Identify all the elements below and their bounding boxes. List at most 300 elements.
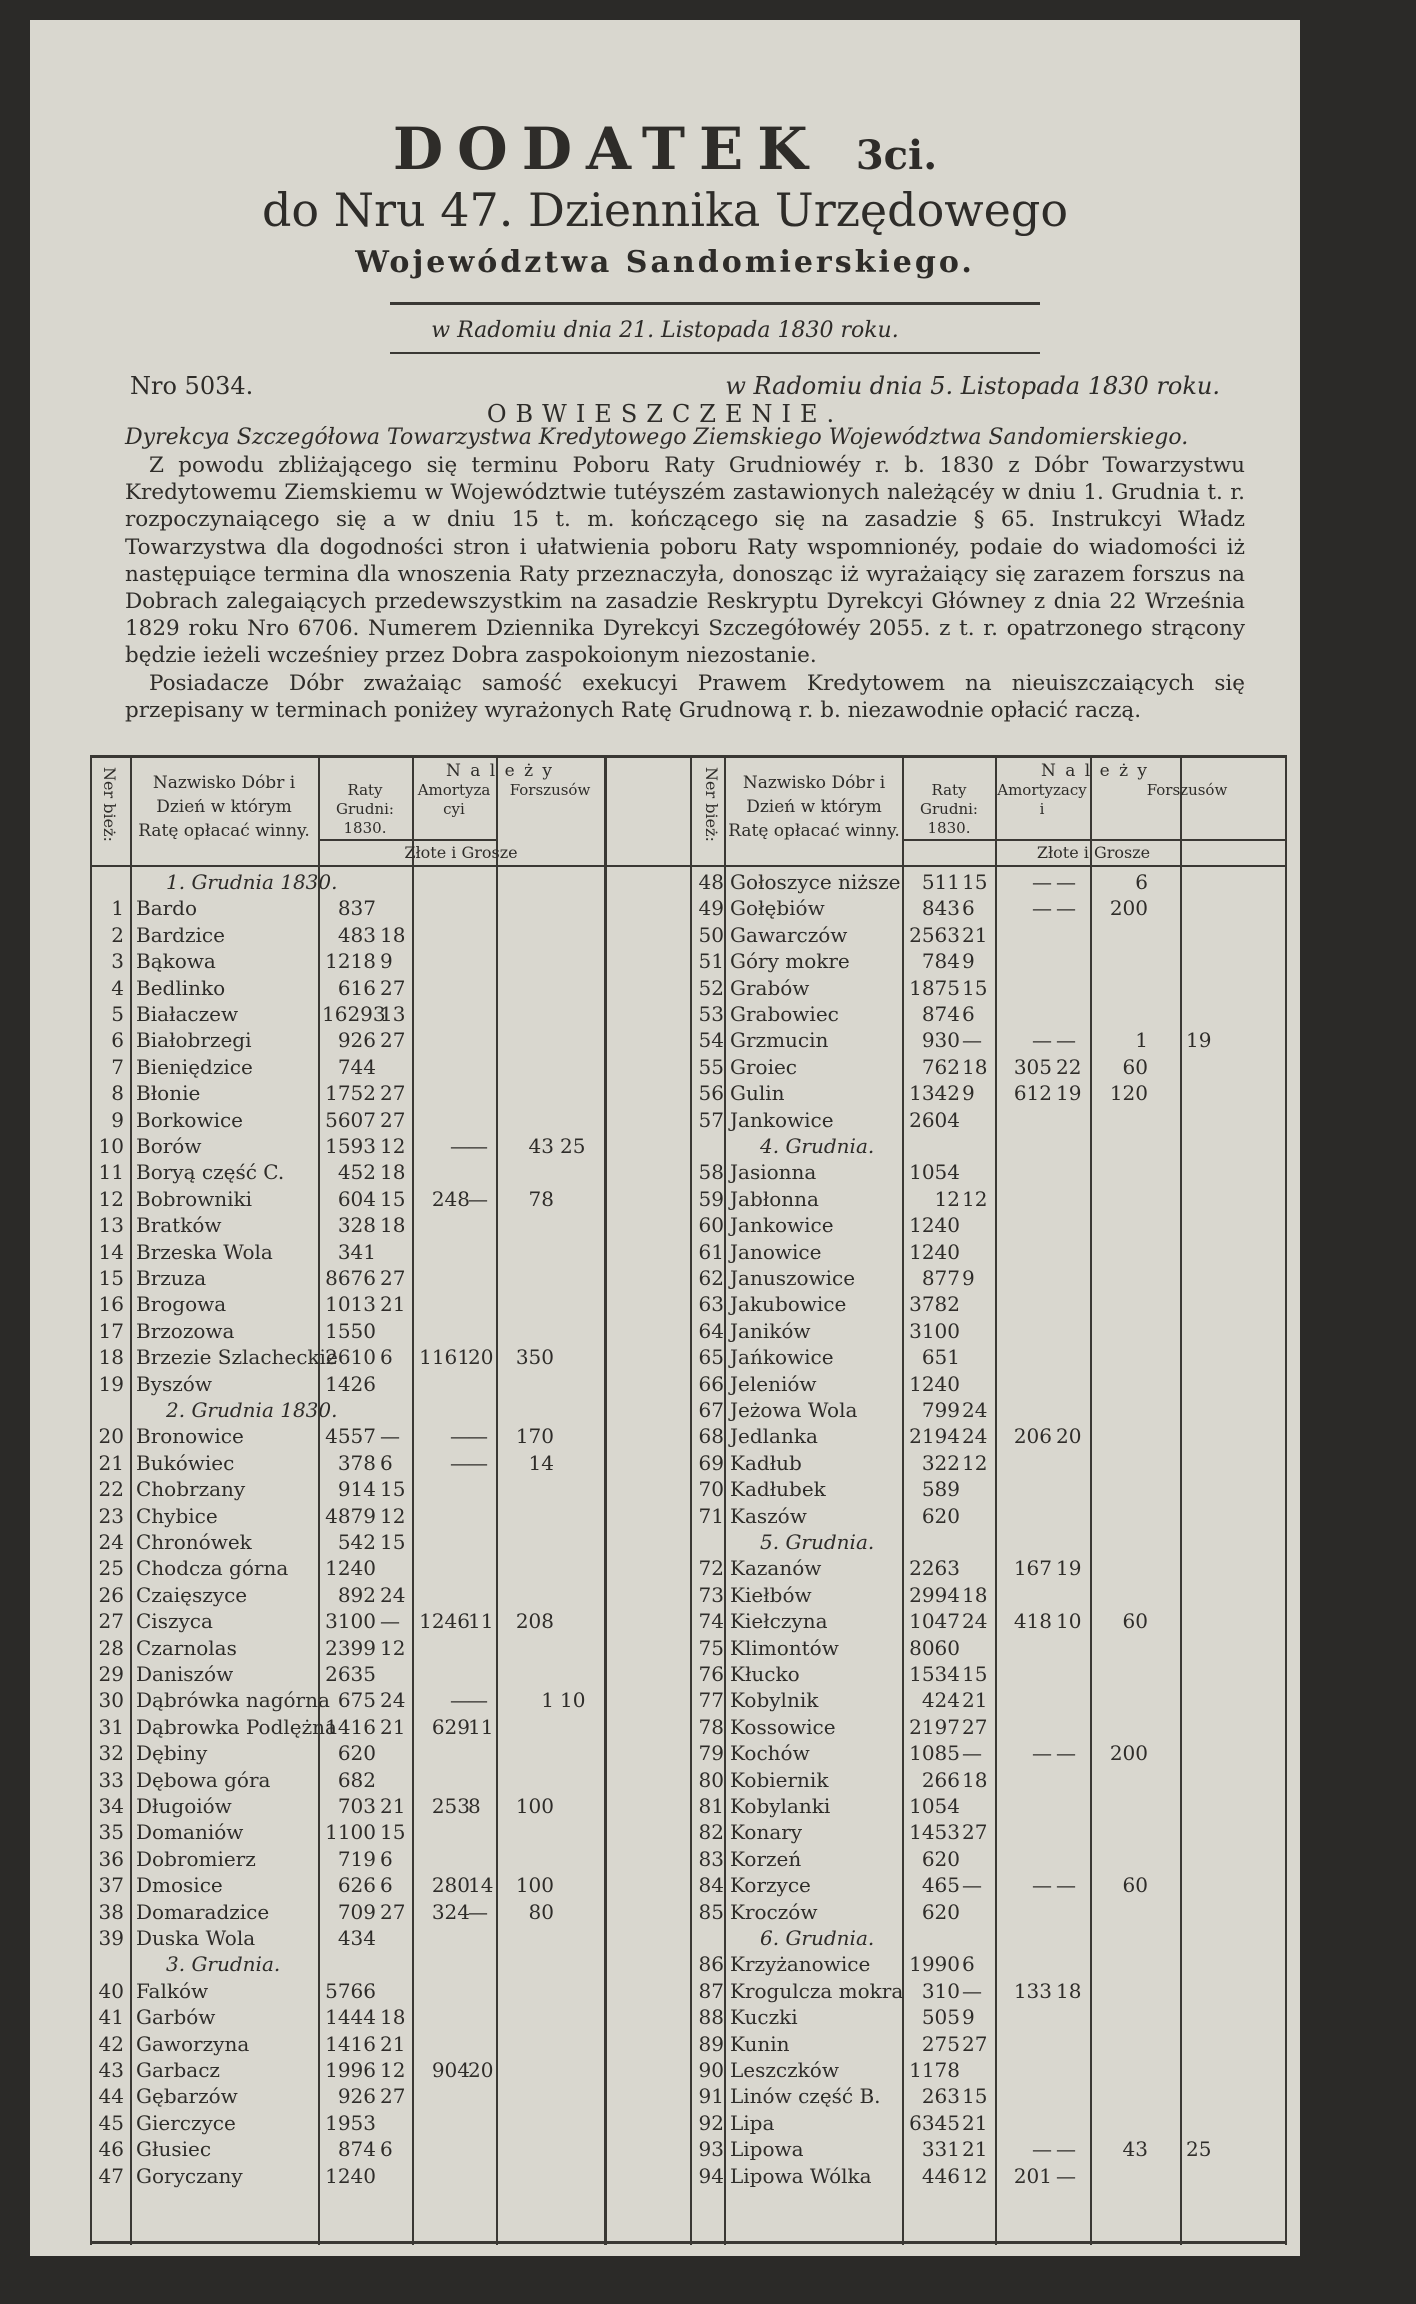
rate-zloty: 452 <box>337 1160 376 1185</box>
estate-name: Goryczany <box>136 2163 243 2188</box>
estate-name: Bardzice <box>136 922 225 947</box>
estate-name: Białaczew <box>136 1002 239 1026</box>
forszus-zloty: 100 <box>515 1873 554 1898</box>
amortization-zloty: 1161 <box>419 1345 470 1370</box>
rate-zloty: 6345 <box>909 2110 960 2135</box>
table-border <box>1180 755 1182 2245</box>
estate-name: Lipowa <box>730 2137 804 2162</box>
paragraph: Z powodu zbliżającego się terminu Poboru Raty Grudniowéy r. b. 1830 z Dóbr Towarzystwu Kredytowemu Ziemskiemu w Województwie tutéyszém zastawionych należącéy w dniu 1. Grudnia t. r. rozpoczynaiącego się a w dniu 15 t. m. kończącego się na zasadzie § 65. Instrukcyi Władz Towarzystwa dla dogodności stron i ułatwienia poboru Raty wspomnionéy, podaie do wiadomości iż następuiące termina dla wnoszenia Raty przeznaczyła, donosząc iż wyrażaiący się zarazem forszus na Dobrach zalegaiących przedewszystkim na zasadzie Reskryptu Dyrekcyi Główney z dnia 22 Września 1829 roku Nro 6706. Numerem Dziennika Dyrekcyi Szczegółowéy 2055. z t. r. opatrzonego strącony będzie ieżeli wcześniey przez Dobra zaspokoionym niezostanie. <box>125 453 1245 669</box>
forszus-grosze: 25 <box>1186 2137 1212 2162</box>
col-header-name: Nazwisko Dóbr i Dzień w którym Ratę opłacać winny. <box>728 773 900 841</box>
rate-grosze: 12 <box>380 1503 406 1528</box>
amortization-zloty: — <box>1032 1873 1052 1898</box>
amortization-grosze: — <box>468 1424 488 1449</box>
estate-name: Domaniów <box>136 1820 244 1845</box>
forszus-grosze: 25 <box>560 1134 586 1158</box>
forszus-zloty: 60 <box>1122 1873 1148 1898</box>
rate-zloty: 1996 <box>325 2058 376 2082</box>
rate-grosze: 6 <box>962 1002 975 1026</box>
estate-name: Chronówek <box>136 1530 252 1554</box>
rate-grosze: 24 <box>380 1582 406 1607</box>
row-number: 73 <box>698 1582 724 1607</box>
rate-zloty: 620 <box>921 1899 960 1924</box>
estate-name: Bieniędzice <box>136 1054 253 1079</box>
col-header-units: Złote i Grosze <box>404 843 518 862</box>
rate-grosze: 6 <box>962 896 975 921</box>
notice-date: w Radomiu dnia 5. Listopada 1830 roku. <box>725 372 1220 400</box>
estate-name: 6. Grudnia. <box>760 1926 875 1950</box>
estate-name: Gierczyce <box>136 2110 236 2135</box>
estate-name: Głusiec <box>136 2137 212 2162</box>
rate-zloty: 744 <box>337 1054 376 1079</box>
estate-name: Grabowiec <box>730 1002 839 1026</box>
row-number: 83 <box>698 1846 724 1871</box>
amortization-grosze: — <box>1056 1028 1076 1053</box>
estate-name: Borkowice <box>136 1107 244 1132</box>
rate-zloty: 1416 <box>325 1714 376 1739</box>
estate-name: Kadłubek <box>730 1477 826 1502</box>
amortization-grosze: 22 <box>1056 1054 1082 1079</box>
row-number: 70 <box>698 1477 724 1502</box>
rate-zloty: 3100 <box>909 1318 960 1343</box>
rate-zloty: 2994 <box>909 1582 960 1607</box>
estate-name: Korzeń <box>730 1846 802 1871</box>
rate-grosze: 21 <box>962 922 988 947</box>
row-number: 34 <box>98 1794 124 1818</box>
estate-name: Brzuza <box>136 1266 207 1290</box>
forszus-zloty: 14 <box>528 1450 554 1475</box>
forszus-zloty: 43 <box>1122 2137 1148 2162</box>
rate-zloty: 16293 <box>322 1002 386 1026</box>
payment-table <box>90 755 1285 2245</box>
col-header-group: N a l e ż y <box>1040 761 1150 781</box>
estate-name: Korzyce <box>730 1873 811 1898</box>
estate-name: Kadłub <box>730 1450 802 1475</box>
estate-name: Kobylnik <box>730 1688 819 1713</box>
rate-zloty: 1054 <box>909 1794 960 1818</box>
amortization-grosze: 11 <box>468 1714 494 1739</box>
rate-zloty: 1416 <box>325 2031 376 2056</box>
rate-grosze: 27 <box>962 1820 988 1845</box>
rate-grosze: 15 <box>962 1662 988 1686</box>
divider <box>390 302 1040 305</box>
row-number: 6 <box>111 1028 124 1053</box>
forszus-zloty: 170 <box>515 1424 554 1449</box>
row-number: 67 <box>698 1398 724 1422</box>
row-number: 46 <box>98 2137 124 2162</box>
estate-name: Jankowice <box>730 1107 834 1132</box>
estate-name: Garbacz <box>136 2058 220 2082</box>
estate-name: 5. Grudnia. <box>760 1530 875 1554</box>
rate-grosze: — <box>380 1424 400 1449</box>
estate-name: 2. Grudnia 1830. <box>166 1398 338 1422</box>
rate-grosze: 12 <box>962 1450 988 1475</box>
rate-zloty: 378 <box>337 1450 376 1475</box>
rate-zloty: 1013 <box>325 1292 376 1317</box>
rate-grosze: 24 <box>962 1424 988 1449</box>
estate-name: Dębiny <box>136 1741 208 1766</box>
rate-zloty: 2263 <box>909 1556 960 1581</box>
table-border <box>318 755 320 2245</box>
rate-grosze: 27 <box>380 1899 406 1924</box>
rate-zloty: 434 <box>337 1926 376 1950</box>
estate-name: Gołębiów <box>730 896 825 921</box>
row-number: 5 <box>111 1002 124 1026</box>
estate-name: Duska Wola <box>136 1926 256 1950</box>
notice-heading: OBWIESZCZENIE. <box>486 400 844 428</box>
row-number: 87 <box>698 1978 724 2003</box>
rate-zloty: 4557 <box>325 1424 376 1449</box>
rate-grosze: 18 <box>962 1582 988 1607</box>
rate-zloty: 626 <box>337 1873 376 1898</box>
estate-name: Jankowice <box>730 1213 834 1238</box>
row-number: 16 <box>98 1292 124 1317</box>
row-number: 54 <box>698 1028 724 1053</box>
row-number: 44 <box>98 2084 124 2109</box>
rate-zloty: 874 <box>921 1002 960 1026</box>
rate-grosze: 21 <box>962 2110 988 2135</box>
rate-grosze: 21 <box>962 1688 988 1713</box>
row-number: 8 <box>111 1081 124 1106</box>
rate-zloty: 616 <box>337 975 376 1000</box>
rate-zloty: 1218 <box>325 949 376 974</box>
row-number: 82 <box>698 1820 724 1845</box>
rate-zloty: 331 <box>921 2137 960 2162</box>
amortization-zloty: 206 <box>1013 1424 1052 1449</box>
amortization-zloty: — <box>450 1688 470 1713</box>
row-number: 94 <box>698 2163 724 2188</box>
row-number: 32 <box>98 1741 124 1766</box>
estate-name: Grzmucin <box>730 1028 829 1053</box>
rate-zloty: 1752 <box>325 1081 376 1106</box>
amortization-grosze: — <box>1056 870 1076 894</box>
rate-zloty: 5607 <box>325 1107 376 1132</box>
rate-grosze: 21 <box>380 1714 406 1739</box>
row-number: 64 <box>698 1318 724 1343</box>
col-header-raty: Raty Grudni: 1830. <box>336 781 394 837</box>
row-number: 15 <box>98 1266 124 1290</box>
estate-name: Chobrzany <box>136 1477 246 1502</box>
estate-name: Góry mokre <box>730 949 850 974</box>
issue-date: w Radomiu dnia 21. Listopada 1830 roku. <box>431 318 899 343</box>
col-header-amort: Amortyzacyi <box>417 781 491 818</box>
estate-name: Jakubowice <box>730 1292 847 1317</box>
rate-grosze: — <box>962 1873 982 1898</box>
rate-grosze: 6 <box>380 1873 393 1898</box>
rate-grosze: 15 <box>380 1186 406 1211</box>
row-number: 26 <box>98 1582 124 1607</box>
forszus-zloty: 60 <box>1122 1609 1148 1634</box>
paragraph: Posiadacze Dóbr zważaiąc samość exekucyi Prawem Kredytowem na nieuiszczaiących się przepisany w terminach poniżey wyrażonych Ratę Grudnową r. b. niezawodnie opłacić raczą. <box>125 670 1245 723</box>
rate-zloty: 1240 <box>909 1371 960 1396</box>
col-header-forsz: Forszusów <box>509 781 591 799</box>
rate-grosze: 27 <box>962 1714 988 1739</box>
estate-name: Długoiów <box>136 1794 232 1818</box>
amortization-zloty: 201 <box>1013 2163 1052 2188</box>
rate-grosze: 15 <box>962 2084 988 2109</box>
notice-issuer: Dyrekcya Szczegółowa Towarzystwa Kredytowego Ziemskiego Województwa Sandomierskiego. <box>125 425 1189 450</box>
estate-name: Białobrzegi <box>136 1028 252 1053</box>
estate-name: Błonie <box>136 1081 201 1106</box>
rate-zloty: 1426 <box>325 1371 376 1396</box>
rate-zloty: 1240 <box>325 2163 376 2188</box>
row-number: 10 <box>98 1134 124 1158</box>
rate-zloty: 1953 <box>325 2110 376 2135</box>
col-header-name: Nazwisko Dóbr i Dzień w którym Ratę opłacać winny. <box>138 773 310 841</box>
table-border <box>130 755 132 2245</box>
rate-grosze: 27 <box>380 2084 406 2109</box>
rate-zloty: 2610 <box>325 1345 376 1370</box>
amortization-zloty: 1246 <box>419 1609 470 1634</box>
forszus-zloty: 6 <box>1135 870 1148 894</box>
amortization-grosze: — <box>1056 1873 1076 1898</box>
forszus-zloty: 1 <box>1135 1028 1148 1053</box>
row-number: 33 <box>98 1767 124 1792</box>
row-number: 29 <box>98 1662 124 1686</box>
amortization-zloty: 133 <box>1013 1978 1052 2003</box>
rate-zloty: 2604 <box>909 1107 960 1132</box>
estate-name: Leszczków <box>730 2058 839 2082</box>
estate-name: Byszów <box>136 1371 212 1396</box>
rate-zloty: 762 <box>921 1054 960 1079</box>
rate-zloty: 1054 <box>909 1160 960 1185</box>
rate-zloty: 1047 <box>909 1609 960 1634</box>
amortization-grosze: 11 <box>468 1609 494 1634</box>
rate-grosze: 18 <box>962 1767 988 1792</box>
rate-zloty: 266 <box>921 1767 960 1792</box>
document-page <box>30 20 1300 2256</box>
rate-grosze: 27 <box>380 1028 406 1053</box>
estate-name: Daniszów <box>136 1662 234 1686</box>
row-number: 49 <box>698 896 724 921</box>
rate-zloty: 465 <box>921 1873 960 1898</box>
estate-name: Chodcza górna <box>136 1556 289 1581</box>
col-header-nr: Ner bież: <box>100 767 119 842</box>
amortization-zloty: — <box>450 1450 470 1475</box>
rate-zloty: 914 <box>337 1477 376 1502</box>
amortization-grosze: 19 <box>1056 1081 1082 1106</box>
rate-zloty: 1100 <box>325 1820 376 1845</box>
divider <box>390 352 1040 354</box>
rate-zloty: 651 <box>921 1345 960 1370</box>
estate-name: Kochów <box>730 1741 810 1766</box>
estate-name: Czarnolas <box>136 1635 237 1660</box>
amortization-grosze: 20 <box>468 2058 494 2082</box>
row-number: 2 <box>111 922 124 947</box>
rate-grosze: 15 <box>380 1530 406 1554</box>
row-number: 65 <box>698 1345 724 1370</box>
rate-zloty: 604 <box>337 1186 376 1211</box>
forszus-zloty: 120 <box>1109 1081 1148 1106</box>
rate-zloty: 2635 <box>325 1662 376 1686</box>
rate-zloty: 322 <box>921 1450 960 1475</box>
row-number: 57 <box>698 1107 724 1132</box>
rate-zloty: 874 <box>337 2137 376 2162</box>
row-number: 18 <box>98 1345 124 1370</box>
region-name: Województwa Sandomierskiego. <box>355 245 975 280</box>
estate-name: Konary <box>730 1820 803 1845</box>
estate-name: Kroczów <box>730 1899 818 1924</box>
rate-grosze: 6 <box>380 2137 393 2162</box>
amortization-grosze: — <box>1056 2163 1076 2188</box>
table-border <box>90 755 92 2245</box>
table-border <box>1285 755 1287 2245</box>
rate-zloty: 1240 <box>909 1213 960 1238</box>
forszus-grosze: 10 <box>560 1688 586 1713</box>
rate-zloty: 709 <box>337 1899 376 1924</box>
estate-name: Kossowice <box>730 1714 836 1739</box>
rate-grosze: 9 <box>962 2005 975 2030</box>
rate-zloty: 1342 <box>909 1081 960 1106</box>
estate-name: Jeżowa Wola <box>730 1398 858 1422</box>
notice-body <box>125 452 1245 724</box>
row-number: 21 <box>98 1450 124 1475</box>
row-number: 58 <box>698 1160 724 1185</box>
amortization-grosze: — <box>468 1450 488 1475</box>
col-header-units: Złote i Grosze <box>1036 843 1151 862</box>
row-number: 84 <box>698 1873 724 1898</box>
table-border <box>995 755 997 2245</box>
rate-zloty: 877 <box>921 1266 960 1290</box>
col-header-raty: Raty Grudni: 1830. <box>920 781 978 837</box>
estate-name: Linów część B. <box>730 2084 881 2109</box>
estate-name: Bardo <box>136 896 198 921</box>
row-number: 19 <box>98 1371 124 1396</box>
amortization-zloty: — <box>1032 1028 1052 1053</box>
rate-grosze: — <box>962 1741 982 1766</box>
rate-zloty: 8060 <box>909 1635 960 1660</box>
row-number: 89 <box>698 2031 724 2056</box>
estate-name: Jedlanka <box>730 1424 818 1449</box>
row-number: 91 <box>698 2084 724 2109</box>
estate-name: Dąbrowka Podlężna <box>136 1714 337 1739</box>
row-number: 55 <box>698 1054 724 1079</box>
amortization-zloty: — <box>1032 2137 1052 2162</box>
row-number: 20 <box>98 1424 124 1449</box>
estate-name: Kunin <box>730 2031 790 2056</box>
rate-zloty: 1534 <box>909 1662 960 1686</box>
rate-zloty: 843 <box>921 896 960 921</box>
forszus-zloty: 100 <box>515 1794 554 1818</box>
rate-zloty: 1593 <box>325 1134 376 1158</box>
estate-name: Kobylanki <box>730 1794 831 1818</box>
rate-zloty: 784 <box>921 949 960 974</box>
row-number: 79 <box>698 1741 724 1766</box>
forszus-zloty: 350 <box>515 1345 554 1370</box>
estate-name: Brzeska Wola <box>136 1239 273 1264</box>
table-border <box>90 755 1285 758</box>
rate-grosze: 13 <box>380 1002 406 1026</box>
row-number: 24 <box>98 1530 124 1554</box>
rate-zloty: 892 <box>337 1582 376 1607</box>
estate-name: Dąbrówka nagórna <box>136 1688 330 1713</box>
table-border <box>412 755 414 2245</box>
row-number: 92 <box>698 2110 724 2135</box>
col-header-amort: Amortyzacyi <box>997 781 1087 818</box>
rate-grosze: 24 <box>962 1609 988 1634</box>
rate-grosze: 15 <box>380 1820 406 1845</box>
row-number: 74 <box>698 1609 724 1634</box>
amortization-grosze: 8 <box>468 1794 481 1818</box>
forszus-zloty: 200 <box>1109 896 1148 921</box>
estate-name: Kobiernik <box>730 1767 829 1792</box>
forszus-grosze: 19 <box>1186 1028 1212 1053</box>
estate-name: Ciszyca <box>136 1609 213 1634</box>
row-number: 4 <box>111 975 124 1000</box>
rate-grosze: — <box>962 1028 982 1053</box>
row-number: 75 <box>698 1635 724 1660</box>
rate-zloty: 275 <box>921 2031 960 2056</box>
estate-name: Brzozowa <box>136 1318 235 1343</box>
estate-name: Janików <box>730 1318 811 1343</box>
estate-name: Domaradzice <box>136 1899 270 1924</box>
rate-zloty: 2194 <box>909 1424 960 1449</box>
rate-grosze: 18 <box>380 922 406 947</box>
row-number: 3 <box>111 949 124 974</box>
rate-zloty: 926 <box>337 2084 376 2109</box>
row-number: 47 <box>98 2163 124 2188</box>
rate-grosze: 27 <box>380 1107 406 1132</box>
rate-zloty: 341 <box>337 1239 376 1264</box>
row-number: 28 <box>98 1635 124 1660</box>
row-number: 90 <box>698 2058 724 2082</box>
rate-grosze: 9 <box>380 949 393 974</box>
estate-name: Jasionna <box>730 1160 817 1185</box>
document-title: DODATEK 3ci. <box>392 115 938 183</box>
estate-name: Brogowa <box>136 1292 227 1317</box>
estate-name: Bukówiec <box>136 1450 235 1475</box>
rate-zloty: 8676 <box>325 1266 376 1290</box>
row-number: 62 <box>698 1266 724 1290</box>
row-number: 37 <box>98 1873 124 1898</box>
rate-zloty: 620 <box>337 1741 376 1766</box>
row-number: 41 <box>98 2005 124 2030</box>
rate-zloty: 1990 <box>909 1952 960 1977</box>
estate-name: Kiełbów <box>730 1582 812 1607</box>
estate-name: Bronowice <box>136 1424 244 1449</box>
amortization-grosze: — <box>1056 896 1076 921</box>
amortization-zloty: 324 <box>431 1899 470 1924</box>
estate-name: Januszowice <box>730 1266 856 1290</box>
rate-grosze: 18 <box>380 1213 406 1238</box>
row-number: 42 <box>98 2031 124 2056</box>
estate-name: Garbów <box>136 2005 216 2030</box>
row-number: 1 <box>111 896 124 921</box>
row-number: 72 <box>698 1556 724 1581</box>
rate-zloty: 620 <box>921 1846 960 1871</box>
amortization-zloty: 280 <box>431 1873 470 1898</box>
estate-name: Gulin <box>730 1081 785 1106</box>
estate-name: Gawarczów <box>730 922 848 947</box>
rate-zloty: 1240 <box>325 1556 376 1581</box>
rate-zloty: 930 <box>921 1028 960 1053</box>
row-number: 45 <box>98 2110 124 2135</box>
estate-name: Falków <box>136 1978 209 2003</box>
table-border <box>724 755 726 2245</box>
amortization-grosze: 20 <box>468 1345 494 1370</box>
amortization-grosze: 18 <box>1056 1978 1082 2003</box>
rate-grosze: 15 <box>962 975 988 1000</box>
rate-zloty: 2563 <box>909 922 960 947</box>
amortization-zloty: 305 <box>1013 1054 1052 1079</box>
rate-zloty: 1178 <box>909 2058 960 2082</box>
estate-name: Klimontów <box>730 1635 839 1660</box>
rate-grosze: 15 <box>380 1477 406 1502</box>
row-number: 50 <box>698 922 724 947</box>
amortization-grosze: — <box>1056 1741 1076 1766</box>
rate-zloty: 589 <box>921 1477 960 1502</box>
row-number: 77 <box>698 1688 724 1713</box>
